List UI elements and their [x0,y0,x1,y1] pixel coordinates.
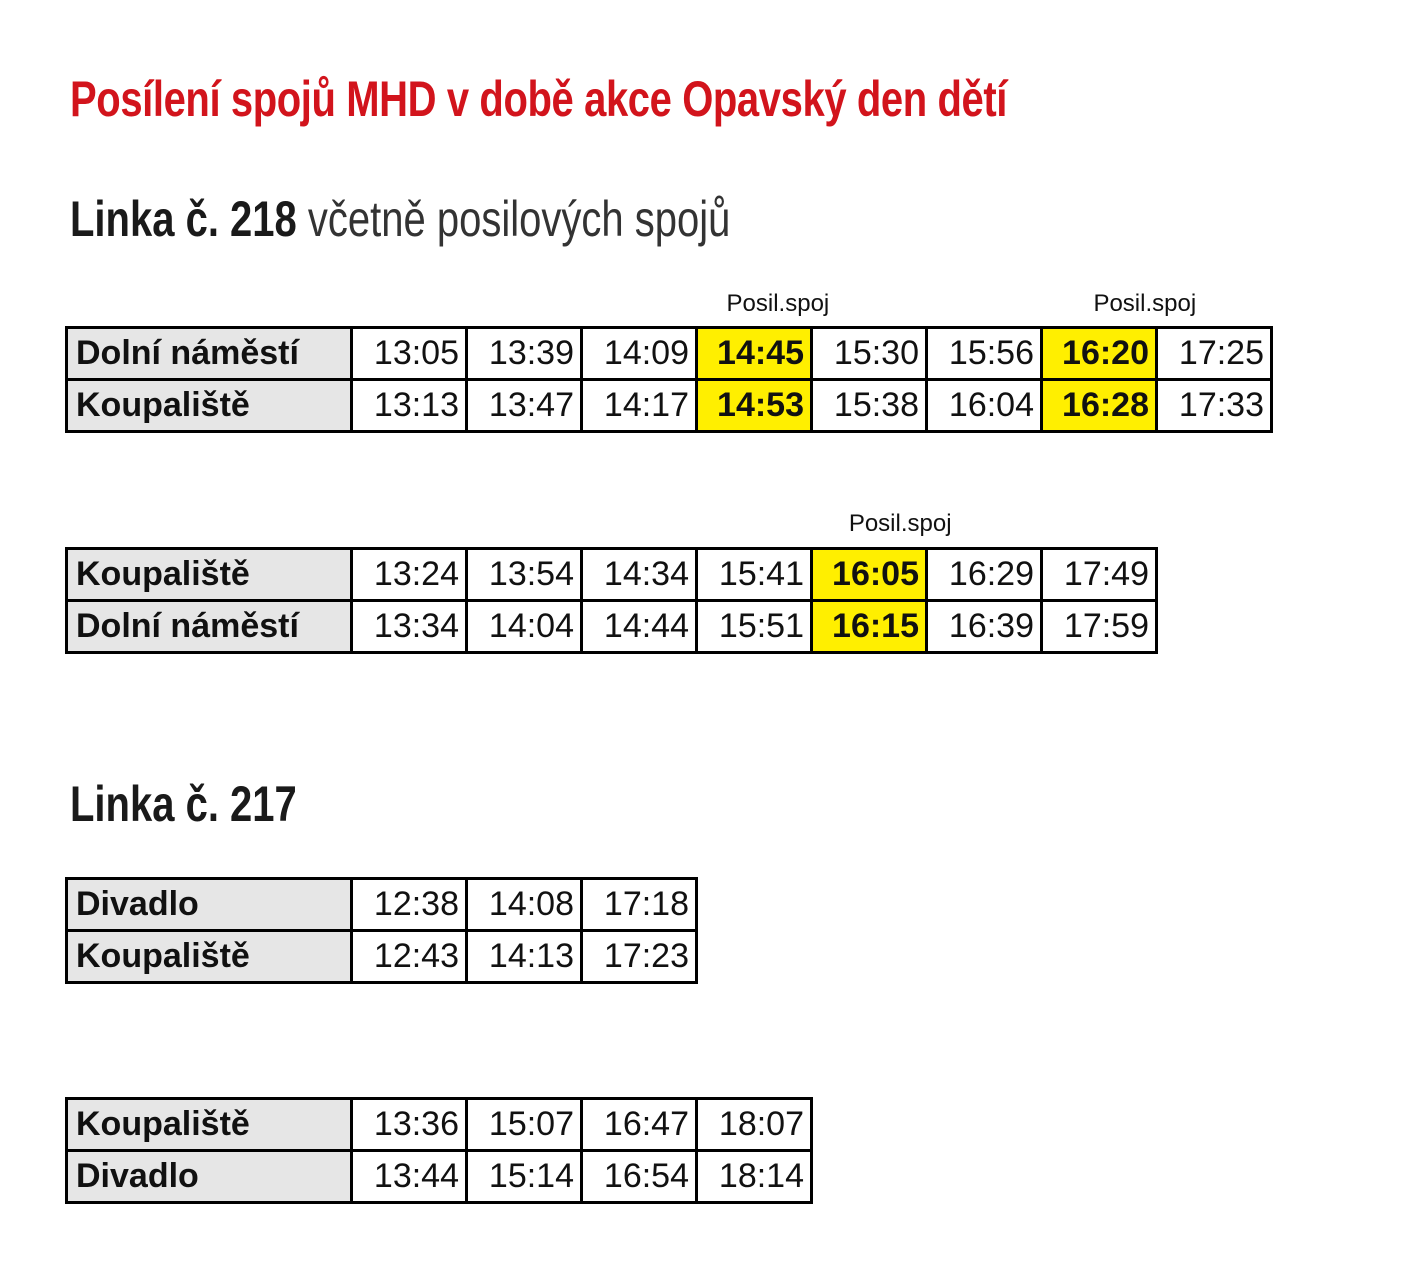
departure-time: 15:14 [467,1151,582,1203]
departure-time: 17:33 [1157,380,1272,432]
table-row [67,1099,812,1151]
table-row [67,601,1157,653]
departure-time: 15:56 [927,328,1042,380]
stop-name: Koupaliště [67,549,352,601]
departure-time: 13:34 [352,601,467,653]
table-row [67,931,697,983]
departure-time: 16:39 [927,601,1042,653]
extra-departure-time: 16:28 [1042,380,1157,432]
departure-time: 16:04 [927,380,1042,432]
departure-time: 17:59 [1042,601,1157,653]
departure-time: 16:47 [582,1099,697,1151]
extra-service-note: Posil.spoj [726,290,830,317]
line-number: Linka č. 217 [70,776,297,832]
departure-time: 14:34 [582,549,697,601]
timetable-4 [65,1097,813,1204]
departure-time: 15:30 [812,328,927,380]
departure-time: 13:13 [352,380,467,432]
timetable-1 [65,326,1273,433]
extra-service-note: Posil.spoj [848,510,952,537]
section-heading-218 [70,190,730,248]
departure-time: 14:44 [582,601,697,653]
departure-time: 13:05 [352,328,467,380]
table-row [67,380,1272,432]
timetable-2 [65,547,1158,654]
departure-time: 13:47 [467,380,582,432]
departure-time: 14:04 [467,601,582,653]
extra-departure-time: 16:15 [812,601,927,653]
departure-time: 13:54 [467,549,582,601]
extra-departure-time: 14:45 [697,328,812,380]
table-row [67,328,1272,380]
departure-time: 15:41 [697,549,812,601]
departure-time: 12:43 [352,931,467,983]
timetable-3 [65,877,698,984]
extra-departure-time: 16:05 [812,549,927,601]
departure-time: 13:24 [352,549,467,601]
departure-time: 14:09 [582,328,697,380]
departure-time: 17:23 [582,931,697,983]
departure-time: 14:13 [467,931,582,983]
departure-time: 13:44 [352,1151,467,1203]
departure-time: 13:36 [352,1099,467,1151]
stop-name: Koupaliště [67,931,352,983]
departure-time: 15:07 [467,1099,582,1151]
stop-name: Koupaliště [67,380,352,432]
departure-time: 16:54 [582,1151,697,1203]
departure-time: 16:29 [927,549,1042,601]
departure-time: 13:39 [467,328,582,380]
departure-time: 17:18 [582,879,697,931]
table-row [67,1151,812,1203]
line-number: Linka č. 218 [70,191,297,247]
extra-departure-time: 16:20 [1042,328,1157,380]
stop-name: Dolní náměstí [67,328,352,380]
departure-time: 12:38 [352,879,467,931]
departure-time: 17:49 [1042,549,1157,601]
stop-name: Koupaliště [67,1099,352,1151]
page-title: Posílení spojů MHD v době akce Opavský den dětí [70,71,1008,127]
stop-name: Dolní náměstí [67,601,352,653]
departure-time: 14:08 [467,879,582,931]
extra-departure-time: 14:53 [697,380,812,432]
departure-time: 17:25 [1157,328,1272,380]
departure-time: 18:14 [697,1151,812,1203]
heading-subtitle: včetně posilových spojů [296,191,731,247]
table-row [67,879,697,931]
stop-name: Divadlo [67,879,352,931]
departure-time: 18:07 [697,1099,812,1151]
departure-time: 15:38 [812,380,927,432]
table-row [67,549,1157,601]
stop-name: Divadlo [67,1151,352,1203]
departure-time: 14:17 [582,380,697,432]
departure-time: 15:51 [697,601,812,653]
extra-service-note: Posil.spoj [1093,290,1197,317]
section-heading-217 [70,775,297,833]
